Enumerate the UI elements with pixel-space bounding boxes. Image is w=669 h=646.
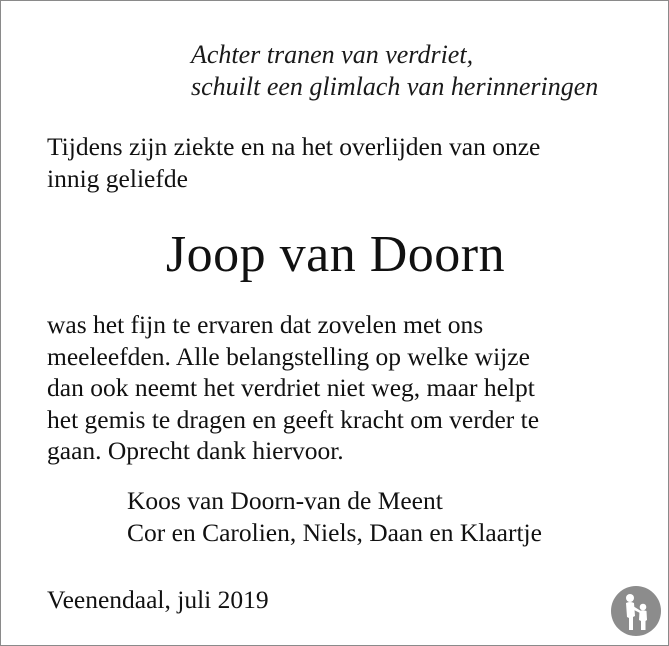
quote-line-1: Achter tranen van verdriet, bbox=[191, 40, 474, 69]
thank-you-message bbox=[47, 309, 539, 467]
opening-quote bbox=[191, 39, 598, 103]
signatory-line: Koos van Doorn-van de Meent bbox=[127, 486, 443, 515]
intro-line-2: innig geliefde bbox=[47, 164, 188, 193]
message-line: gaan. Oprecht dank hiervoor. bbox=[47, 436, 344, 465]
signatories bbox=[127, 485, 542, 549]
deceased-name: Joop van Doorn bbox=[165, 226, 506, 283]
mourning-figures-icon bbox=[611, 586, 661, 636]
message-line: dan ook neemt het verdriet niet weg, maar helpt bbox=[47, 373, 535, 402]
message-line: meeleefden. Alle belangstelling op welke wijze bbox=[47, 341, 530, 371]
quote-line-2: schuilt een glimlach van herinneringen bbox=[191, 72, 599, 101]
place-and-date: Veenendaal, juli 2019 bbox=[47, 585, 269, 614]
signatory-line: Cor en Carolien, Niels, Daan en Klaartje bbox=[127, 518, 542, 547]
message-line: het gemis te dragen en geeft kracht om verder te bbox=[47, 404, 540, 434]
message-line: was het fijn te ervaren dat zovelen met ons bbox=[47, 310, 484, 339]
intro-text bbox=[47, 131, 540, 195]
intro-line-1: Tijdens zijn ziekte en na het overlijden van onze bbox=[47, 132, 541, 161]
